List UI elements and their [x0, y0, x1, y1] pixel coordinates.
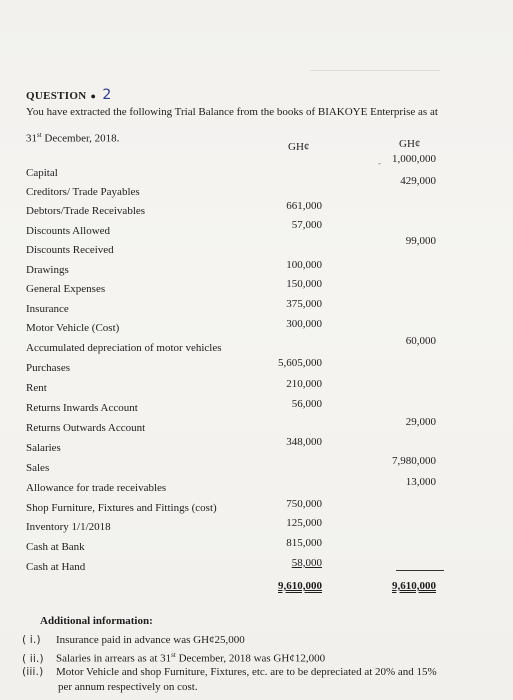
row-label: Salaries: [26, 442, 61, 454]
row-label: Shop Furniture, Fixtures and Fittings (cost): [26, 502, 217, 514]
credit-amount: 7,980,000: [392, 455, 436, 467]
note-i: [22, 632, 245, 648]
row-label: Cash at Hand: [26, 561, 86, 573]
note-marker: (iii.): [22, 665, 44, 678]
note-iii-continued: per annum respectively on cost.: [58, 681, 198, 693]
debit-amount: 661,000: [286, 200, 322, 212]
credit-amount: 29,000: [405, 416, 436, 428]
credit-column-header: GH¢: [399, 138, 421, 150]
intro-date-sup: st: [37, 131, 42, 139]
row-label: Returns Inwards Account: [26, 402, 138, 414]
row-label: Discounts Received: [26, 244, 114, 256]
intro-date-rest: December, 2018.: [41, 132, 120, 145]
question-label: QUESTION: [26, 90, 87, 102]
debit-amount: 375,000: [286, 298, 322, 310]
row-label: Debtors/Trade Receivables: [26, 205, 146, 217]
note-text: Motor Vehicle and shop Furniture, Fixtures, etc. are to be depreciated at 20% and 15%: [56, 666, 437, 678]
page-mark: [310, 70, 440, 71]
row-label: Drawings: [26, 264, 69, 276]
intro-date-day: 31: [26, 132, 37, 145]
credit-amount: 60,000: [405, 335, 436, 347]
row-label: Returns Outwards Account: [26, 422, 146, 434]
note-marker: ( ii.): [22, 651, 44, 665]
intro-text: [26, 101, 496, 151]
debit-amount: 58,000: [291, 557, 322, 569]
row-label: Accumulated depreciation of motor vehicles: [26, 342, 222, 354]
note-iii: [22, 664, 502, 680]
credit-amount: 429,000: [400, 175, 436, 187]
debit-amount: 210,000: [286, 378, 322, 390]
debit-amount: 5,605,000: [278, 357, 322, 369]
debit-amount: 125,000: [286, 517, 322, 529]
note-sup: st: [171, 651, 176, 659]
intro-line-2: [26, 124, 496, 151]
note-text: Salaries in arrears as at 31: [56, 652, 172, 665]
note-marker: ( i.): [22, 633, 41, 646]
question-number: 2: [102, 87, 112, 103]
credit-total: 9,610,000: [392, 580, 436, 592]
row-label: Motor Vehicle (Cost): [26, 322, 120, 334]
row-label: Inventory 1/1/2018: [26, 521, 111, 533]
row-label: Insurance: [26, 303, 69, 315]
note-text: Insurance paid in advance was GH¢25,000: [56, 634, 245, 646]
additional-info-title: Additional information:: [40, 615, 153, 627]
credit-total-rule: [396, 570, 444, 571]
credit-amount: 1,000,000: [392, 153, 436, 165]
credit-amount: 13,000: [405, 476, 436, 488]
row-label: Sales: [26, 462, 50, 474]
debit-amount: 300,000: [286, 318, 322, 330]
intro-line-1: You have extracted the following Trial Balance from the books of BIAKOYE Enterprise as at: [26, 106, 438, 118]
debit-amount: 56,000: [291, 398, 322, 410]
debit-amount: 150,000: [286, 278, 322, 290]
row-label: Cash at Bank: [26, 541, 85, 553]
debit-amount: 100,000: [286, 259, 322, 271]
debit-amount: 348,000: [286, 436, 322, 448]
debit-amount: 815,000: [286, 537, 322, 549]
row-label: Rent: [26, 382, 47, 394]
debit-amount: 57,000: [291, 219, 322, 231]
debit-total: 9,610,000: [278, 580, 322, 592]
row-label: Creditors/ Trade Payables: [26, 186, 140, 198]
row-label: General Expenses: [26, 283, 106, 295]
bullet-icon: ●: [90, 91, 97, 101]
note-text-end: December, 2018 was GH¢12,000: [175, 652, 326, 665]
row-label: Discounts Allowed: [26, 225, 111, 237]
debit-amount: 750,000: [286, 498, 322, 510]
debit-column-header: GH¢: [288, 141, 310, 153]
row-label: Allowance for trade receivables: [26, 482, 167, 494]
credit-amount: 99,000: [405, 235, 436, 247]
row-label: Purchases: [26, 362, 70, 374]
row-label: Capital: [26, 167, 58, 179]
pen-mark: -: [378, 158, 381, 168]
